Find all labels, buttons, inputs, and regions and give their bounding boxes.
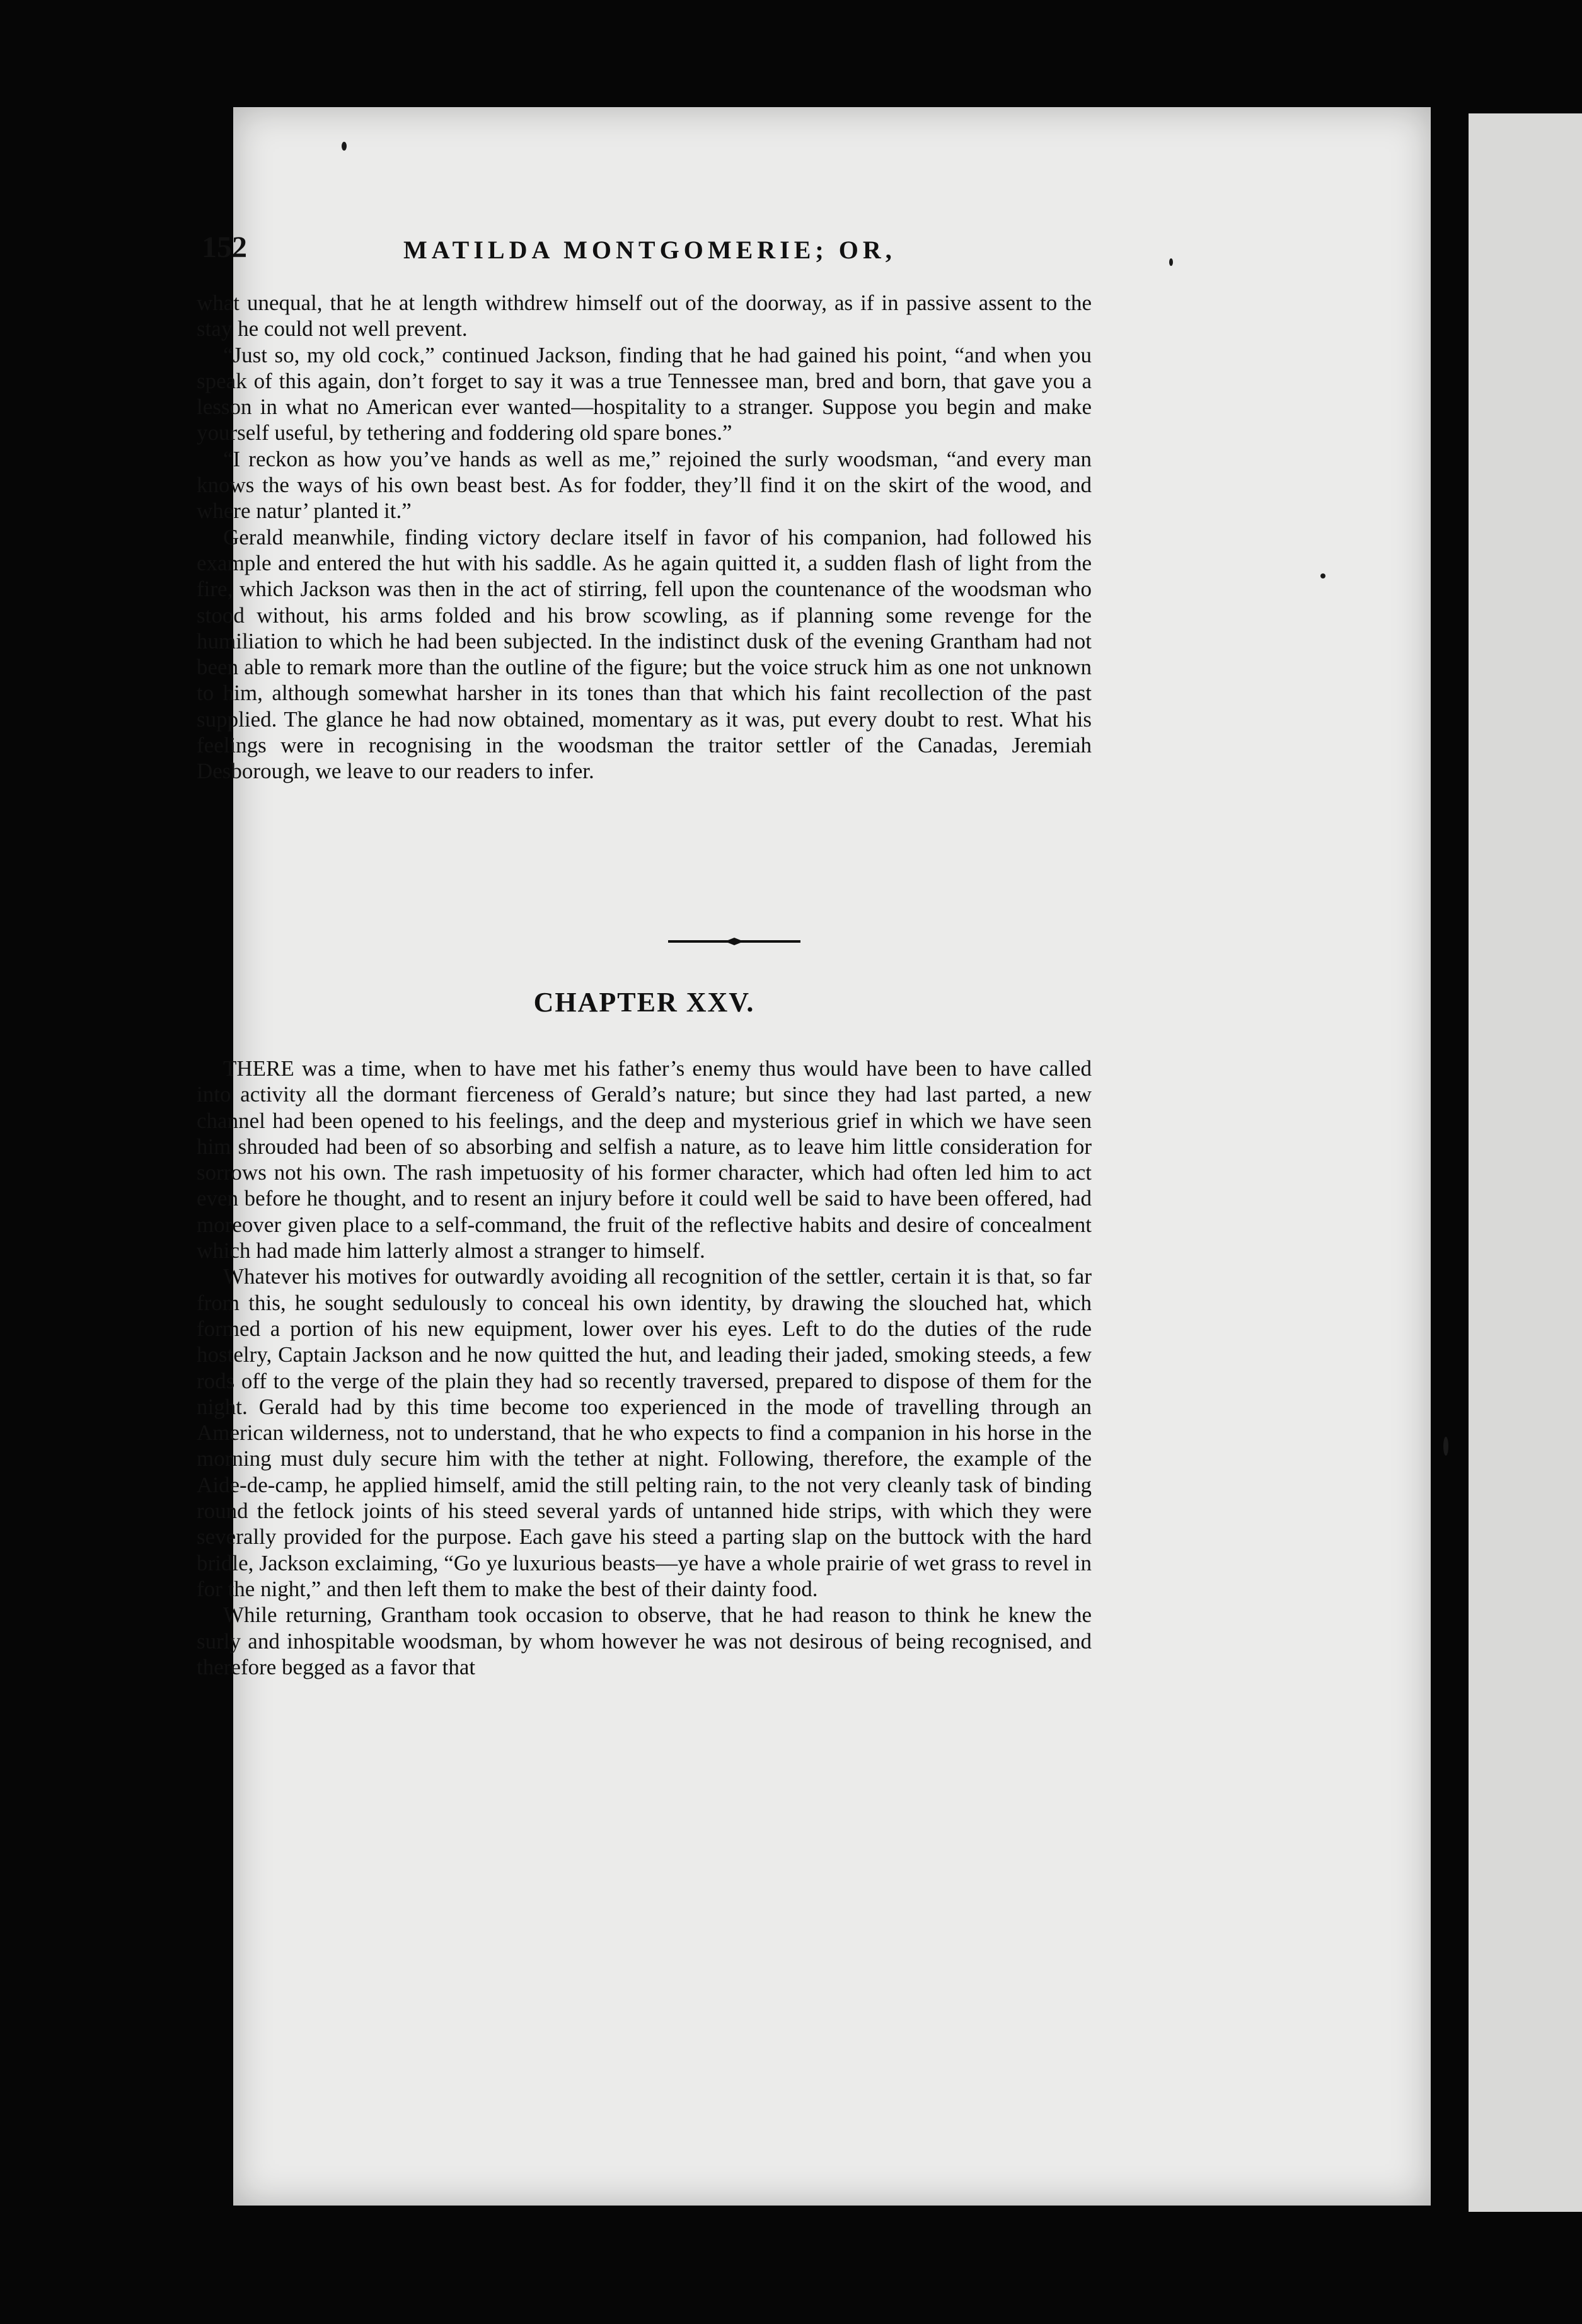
body-text-continued: [197, 290, 1092, 785]
chapter-heading: CHAPTER XXV.: [533, 987, 755, 1018]
paragraph: While returning, Grantham took occasion to observe, that he had reason to think he knew the surly and inhospitable woodsman, by whom however he was not desirous of being recognised, and therefore begged as a favor that: [197, 1602, 1092, 1679]
page-header: [202, 230, 1097, 280]
running-title: MATILDA MONTGOMERIE; OR,: [403, 236, 896, 264]
page-number: 152: [202, 231, 247, 264]
paragraph: Gerald meanwhile, finding victory declare itself in favor of his companion, had followed his example and entered the hut with his saddle. As he again quitted it, a sudden flash of light from the fire, which Jackson was then in the act of stirring, fell upon the countenance of the woodsman who stood without, his arms folded and his brow scowling, as if planning some revenge for the humiliation to which he had been subjected. In the indistinct dusk of the evening Grantham had not been able to remark more than the outline of the figure; but the voice struck him as one not unknown to him, although somewhat harsher in its tones than that which his faint recollection of the past supplied. The glance he had now obtained, momentary as it was, put every doubt to rest. What his feelings were in recognising in the woodsman the traitor settler of the Canadas, Jeremiah Desborough, we leave to our readers to infer.: [197, 524, 1092, 784]
ink-speck: [342, 142, 347, 151]
chapter-body-text: [197, 1056, 1092, 1680]
paragraph: Whatever his motives for outwardly avoiding all recognition of the settler, certain it is that, so far from this, he sought sedulously to conceal his own identity, by drawing the slouched hat, which formed a portion of his new equipment, lower over his eyes. Left to do the duties of the rude hostelry, Captain Jackson and he now quitted the hut, and leading their jaded, smoking steeds, a few rods off to the verge of the plain they had so recently traversed, prepared to dispose of them for the night. Gerald had by this time become too experienced in the mode of travelling through an American wilderness, not to understand, that he who expects to find a companion in his horse in the morning must duly secure him with the tether at night. Following, therefore, the example of the Aide-de-camp, he applied himself, amid the still pelting rain, to the not very cleanly task of binding round the fetlock joints of his steed several yards of untanned hide strips, with which they were severally provided for the purpose. Each gave his steed a parting slap on the buttock with the hard bridle, Jackson exclaiming, “Go ye luxurious beasts—ye have a whole prairie of wet grass to revel in for the night,” and then left them to make the best of their dainty food.: [197, 1264, 1092, 1601]
paragraph: “Just so, my old cock,” continued Jackson, finding that he had gained his point, “and when you speak of this again, don’t forget to say it was a true Tennessee man, bred and born, that gave you a lesson in what no American ever wanted—hospitality to a stranger. Suppose you begin and make yourself useful, by tethering and foddering old spare bones.”: [197, 342, 1092, 446]
ink-speck: [1443, 1437, 1448, 1456]
paragraph: THERE was a time, when to have met his father’s enemy thus would have been to have called into activity all the dormant fierceness of Gerald’s nature; but since they had last parted, a new channel had been opened to his feelings, and the deep and mysterious grief in which we have seen him shrouded had been of so absorbing and selfish a nature, as to leave him little consideration for sorrows not his own. The rash impetuosity of his former character, which had often led him to act even before he thought, and to resent an injury before it could well be said to have been offered, had moreover given place to a self-command, the fruit of the reflective habits and desire of concealment which had made him latterly almost a stranger to himself.: [197, 1056, 1092, 1263]
ink-speck: [1169, 258, 1173, 266]
paragraph: what unequal, that he at length withdrew himself out of the doorway, as if in passive assent to the stay he could not well prevent.: [197, 290, 1092, 342]
adjacent-page-edge: [1469, 113, 1582, 2212]
paragraph: “I reckon as how you’ve hands as well as me,” rejoined the surly woodsman, “and every man knows the ways of his own beast best. As for fodder, they’ll find it on the skirt of the wood, and where natur’ planted it.”: [197, 446, 1092, 524]
section-divider-ornament: [668, 937, 800, 946]
ink-speck: [1320, 573, 1325, 578]
